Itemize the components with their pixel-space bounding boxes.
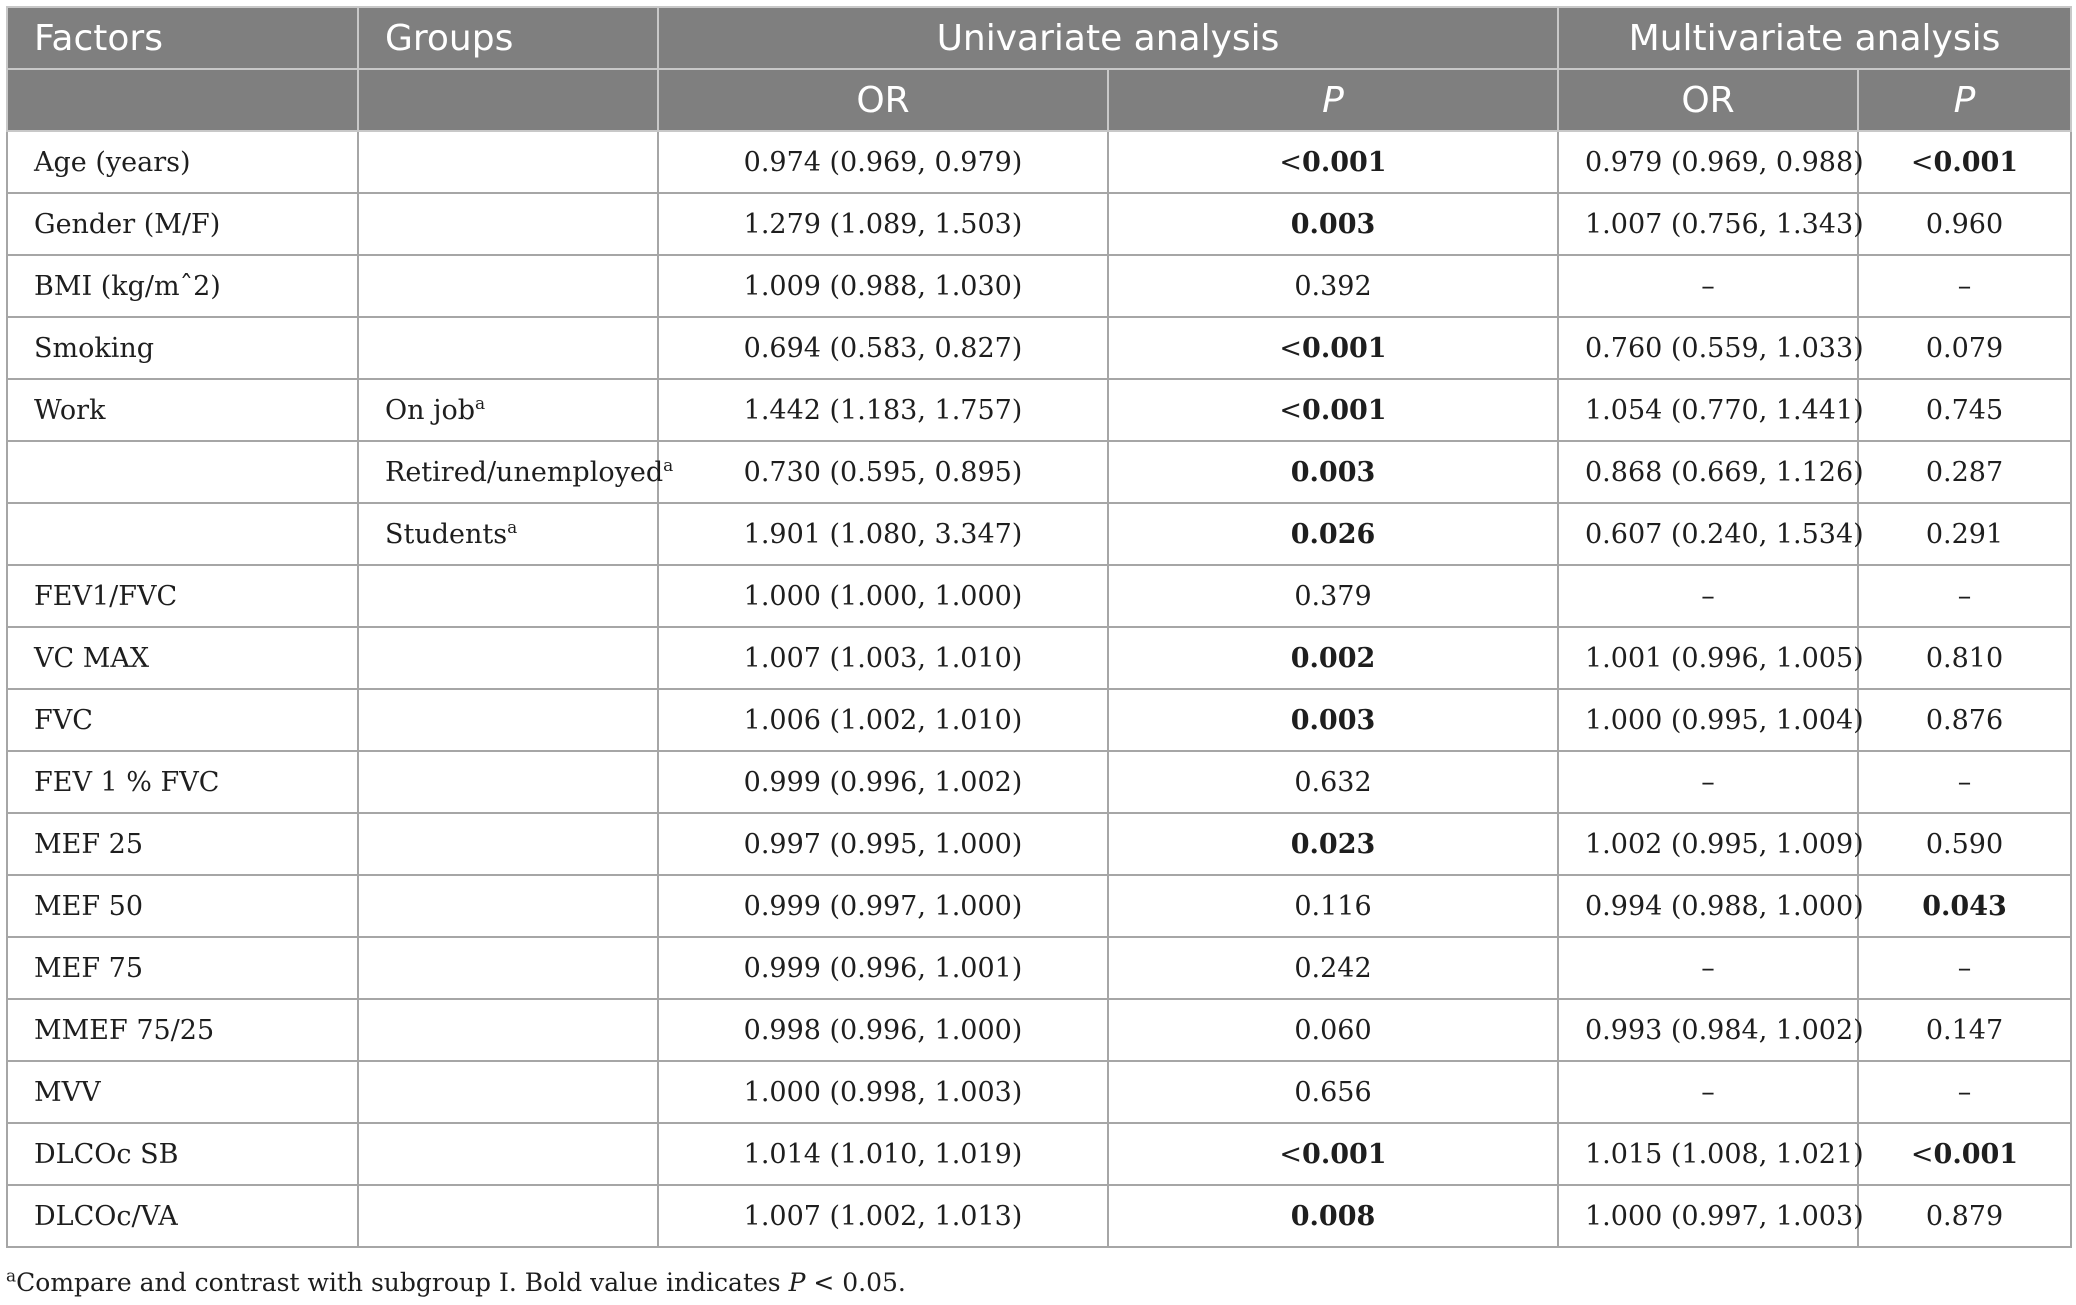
or-univariate-cell-value: 1.007 (1.002, 1.013)	[743, 1200, 1023, 1232]
p-univariate-cell-value: <0.001	[1279, 394, 1387, 426]
or-univariate-cell-value: 1.007 (1.003, 1.010)	[743, 642, 1023, 674]
p-univariate-cell	[1108, 1061, 1558, 1123]
table-row	[7, 751, 2071, 813]
or-univariate-cell-value: 1.442 (1.183, 1.757)	[743, 394, 1023, 426]
or-multivariate-cell	[1558, 813, 1864, 875]
table-row	[7, 317, 2071, 379]
p-multivariate-cell-value: 0.287	[1925, 456, 2004, 488]
factor-cell	[7, 317, 358, 379]
or-univariate-cell	[658, 565, 1108, 627]
p-multivariate-cell-value: 0.876	[1925, 704, 2004, 736]
group-cell	[358, 379, 658, 441]
or-multivariate-cell	[1558, 937, 1858, 999]
p-univariate-cell-value: 0.003	[1290, 208, 1376, 240]
or-univariate-cell	[658, 503, 1108, 565]
or-multivariate-cell-value: 1.000 (0.995, 1.004)	[1585, 704, 1864, 736]
p-multivariate-cell-value: 0.960	[1925, 208, 2004, 240]
or-multivariate-cell-value: 1.002 (0.995, 1.009)	[1585, 828, 1864, 860]
or-multivariate-cell-value: 1.000 (0.997, 1.003)	[1585, 1200, 1864, 1232]
table-row	[7, 1123, 2071, 1185]
footnote-p-symbol: P	[788, 1268, 806, 1297]
p-univariate-cell	[1108, 131, 1558, 193]
p-univariate-cell	[1108, 937, 1558, 999]
factor-cell	[7, 875, 358, 937]
factor-cell	[7, 193, 358, 255]
or-multivariate-cell	[1558, 1123, 1864, 1185]
or-univariate-cell	[658, 1185, 1108, 1247]
group-cell	[358, 999, 658, 1061]
factor-cell	[7, 379, 358, 441]
or-multivariate-cell	[1558, 1061, 1858, 1123]
footnote-text-after: < 0.05.	[805, 1268, 906, 1297]
factor-cell-value: Gender (M/F)	[34, 208, 221, 240]
group-cell	[358, 813, 658, 875]
or-univariate-cell-value: 0.730 (0.595, 0.895)	[743, 456, 1023, 488]
p-univariate-cell-value: 0.242	[1294, 952, 1372, 984]
p-multivariate-cell	[1858, 255, 2071, 317]
table-row	[7, 379, 2071, 441]
p-univariate-cell-value: 0.656	[1294, 1076, 1372, 1108]
p-multivariate-cell-value: –	[1957, 1076, 1972, 1108]
or-multivariate-cell-value: 0.979 (0.969, 0.988)	[1585, 146, 1864, 178]
factor-cell	[7, 751, 358, 813]
p-univariate-cell-value: 0.632	[1294, 766, 1372, 798]
group-cell-value: On job	[385, 394, 476, 426]
factor-cell-value: FEV 1 % FVC	[34, 766, 220, 798]
or-multivariate-cell	[1558, 503, 1864, 565]
factor-cell	[7, 503, 358, 565]
factor-cell	[7, 627, 358, 689]
or-multivariate-cell	[1558, 565, 1858, 627]
or-multivariate-cell	[1558, 627, 1864, 689]
or-multivariate-cell	[1558, 441, 1864, 503]
p-univariate-cell	[1108, 379, 1558, 441]
table-row	[7, 131, 2071, 193]
p-multivariate-cell	[1858, 875, 2071, 937]
or-univariate-cell-value: 1.014 (1.010, 1.019)	[743, 1138, 1023, 1170]
p-multivariate-cell-value: <0.001	[1910, 1138, 2019, 1170]
group-cell	[358, 751, 658, 813]
p-multivariate-cell-value: <0.001	[1910, 146, 2019, 178]
factor-cell-value: FEV1/FVC	[34, 580, 178, 612]
factor-cell	[7, 441, 358, 503]
or-multivariate-cell	[1558, 131, 1864, 193]
p-multivariate-cell-value: –	[1957, 270, 1972, 302]
header-multivariate: Multivariate analysis	[1558, 7, 2071, 69]
or-univariate-cell	[658, 875, 1108, 937]
group-cell	[358, 131, 658, 193]
or-univariate-cell	[658, 255, 1108, 317]
header-factors: Factors	[7, 7, 358, 69]
or-multivariate-cell-value: 0.868 (0.669, 1.126)	[1585, 456, 1864, 488]
group-cell	[358, 1123, 658, 1185]
group-cell	[358, 875, 658, 937]
p-univariate-cell-value: 0.003	[1290, 704, 1376, 736]
or-univariate-cell	[658, 193, 1108, 255]
p-multivariate-cell	[1858, 751, 2071, 813]
table-row	[7, 999, 2071, 1061]
header-univariate: Univariate analysis	[658, 7, 1558, 69]
p-univariate-cell-value: 0.116	[1294, 890, 1372, 922]
footnote-text-before: Compare and contrast with subgroup I. Bold value indicates	[16, 1268, 789, 1297]
or-univariate-cell	[658, 317, 1108, 379]
p-univariate-cell	[1108, 441, 1558, 503]
table-body	[7, 131, 2071, 1247]
or-univariate-cell	[658, 813, 1108, 875]
p-multivariate-cell	[1858, 689, 2071, 751]
factor-cell	[7, 1185, 358, 1247]
header-or-univariate: OR	[658, 69, 1108, 131]
or-multivariate-cell	[1558, 875, 1864, 937]
group-cell	[358, 1185, 658, 1247]
or-multivariate-cell-value: 0.760 (0.559, 1.033)	[1585, 332, 1864, 364]
table-row	[7, 813, 2071, 875]
or-multivariate-cell-value: 1.001 (0.996, 1.005)	[1585, 642, 1864, 674]
factor-cell	[7, 1123, 358, 1185]
factor-cell-value: BMI (kg/mˆ2)	[34, 270, 221, 302]
or-multivariate-cell-value: 0.994 (0.988, 1.000)	[1585, 890, 1864, 922]
factor-cell	[7, 937, 358, 999]
table-row	[7, 689, 2071, 751]
or-multivariate-cell	[1558, 193, 1864, 255]
table-row	[7, 565, 2071, 627]
or-univariate-cell-value: 1.000 (1.000, 1.000)	[743, 580, 1023, 612]
p-multivariate-cell	[1858, 999, 2071, 1061]
p-univariate-cell	[1108, 813, 1558, 875]
or-univariate-cell-value: 0.974 (0.969, 0.979)	[743, 146, 1023, 178]
factor-cell-value: MEF 25	[34, 828, 144, 860]
p-univariate-cell	[1108, 255, 1558, 317]
p-univariate-cell	[1108, 627, 1558, 689]
header-p-univariate: P	[1108, 69, 1558, 131]
group-cell-value: Retired/unemployed	[385, 456, 664, 488]
p-multivariate-cell-value: 0.590	[1925, 828, 2004, 860]
factor-cell	[7, 1061, 358, 1123]
factor-cell-value: MEF 50	[34, 890, 144, 922]
p-univariate-cell	[1108, 1185, 1558, 1247]
p-multivariate-cell	[1858, 379, 2071, 441]
or-multivariate-cell-value: –	[1701, 766, 1715, 798]
p-univariate-cell	[1108, 317, 1558, 379]
p-multivariate-cell-value: –	[1957, 580, 1972, 612]
or-multivariate-cell	[1558, 317, 1864, 379]
factor-cell-value: VC MAX	[34, 642, 150, 674]
or-univariate-cell-value: 1.000 (0.998, 1.003)	[743, 1076, 1023, 1108]
group-superscript: a	[507, 517, 518, 538]
or-multivariate-cell	[1558, 1185, 1864, 1247]
group-cell	[358, 193, 658, 255]
p-univariate-cell	[1108, 875, 1558, 937]
p-multivariate-cell-value: 0.810	[1925, 642, 2004, 674]
or-univariate-cell-value: 0.997 (0.995, 1.000)	[743, 828, 1023, 860]
group-cell	[358, 627, 658, 689]
p-univariate-cell-value: <0.001	[1279, 146, 1387, 178]
or-multivariate-cell-value: 0.993 (0.984, 1.002)	[1585, 1014, 1864, 1046]
p-univariate-cell-value: 0.392	[1294, 270, 1372, 302]
factor-cell-value: DLCOc SB	[34, 1138, 179, 1170]
table-container	[6, 6, 2070, 1248]
or-univariate-cell	[658, 999, 1108, 1061]
or-multivariate-cell-value: –	[1701, 952, 1715, 984]
p-univariate-cell-value: 0.003	[1290, 456, 1376, 488]
p-multivariate-cell	[1858, 627, 2071, 689]
footnote-marker: a	[6, 1266, 17, 1287]
table-row	[7, 627, 2071, 689]
or-univariate-cell-value: 0.999 (0.996, 1.001)	[743, 952, 1023, 984]
table-row	[7, 255, 2071, 317]
or-multivariate-cell-value: 1.054 (0.770, 1.441)	[1585, 394, 1864, 426]
p-univariate-cell-value: <0.001	[1279, 332, 1387, 364]
p-univariate-cell-value: 0.379	[1294, 580, 1372, 612]
p-univariate-cell-value: 0.002	[1290, 642, 1376, 674]
factor-cell-value: MMEF 75/25	[34, 1014, 215, 1046]
group-cell	[358, 937, 658, 999]
header-blank-factors	[7, 69, 358, 131]
p-multivariate-cell	[1858, 565, 2071, 627]
or-multivariate-cell	[1558, 999, 1864, 1061]
or-univariate-cell-value: 0.694 (0.583, 0.827)	[743, 332, 1023, 364]
p-univariate-cell	[1108, 1123, 1558, 1185]
p-multivariate-cell	[1858, 813, 2071, 875]
factor-cell	[7, 999, 358, 1061]
p-univariate-cell	[1108, 751, 1558, 813]
or-multivariate-cell-value: –	[1701, 580, 1715, 612]
or-univariate-cell-value: 0.998 (0.996, 1.000)	[743, 1014, 1023, 1046]
table-row	[7, 875, 2071, 937]
table-row	[7, 937, 2071, 999]
factor-cell	[7, 255, 358, 317]
or-univariate-cell	[658, 131, 1108, 193]
or-univariate-cell-value: 1.279 (1.089, 1.503)	[743, 208, 1023, 240]
p-multivariate-cell	[1858, 193, 2071, 255]
or-univariate-cell	[658, 379, 1108, 441]
factor-cell-value: Work	[34, 394, 106, 426]
group-cell	[358, 689, 658, 751]
factor-cell-value: MVV	[34, 1076, 101, 1108]
or-univariate-cell-value: 0.999 (0.997, 1.000)	[743, 890, 1023, 922]
factor-cell-value: FVC	[34, 704, 93, 736]
p-multivariate-cell	[1858, 441, 2071, 503]
or-multivariate-cell-value: 0.607 (0.240, 1.534)	[1585, 518, 1864, 550]
table-row	[7, 1061, 2071, 1123]
or-multivariate-cell-value: 1.007 (0.756, 1.343)	[1585, 208, 1864, 240]
table-row	[7, 1185, 2071, 1247]
header-or-multivariate: OR	[1558, 69, 1858, 131]
header-groups: Groups	[358, 7, 658, 69]
p-multivariate-cell	[1858, 1123, 2071, 1185]
or-univariate-cell-value: 1.006 (1.002, 1.010)	[743, 704, 1023, 736]
or-multivariate-cell	[1558, 379, 1864, 441]
table-row	[7, 441, 2071, 503]
group-superscript: a	[663, 455, 674, 476]
p-multivariate-cell-value: –	[1957, 952, 1972, 984]
factor-cell	[7, 565, 358, 627]
p-multivariate-cell-value: –	[1957, 766, 1972, 798]
p-univariate-cell-value: <0.001	[1279, 1138, 1387, 1170]
header-row-1	[7, 7, 2071, 69]
factor-cell-value: DLCOc/VA	[34, 1200, 178, 1232]
group-cell	[358, 503, 658, 565]
p-multivariate-cell-value: 0.879	[1925, 1200, 2004, 1232]
or-univariate-cell	[658, 751, 1108, 813]
table-footnote	[6, 1268, 906, 1297]
p-multivariate-cell-value: 0.079	[1925, 332, 2004, 364]
or-multivariate-cell	[1558, 689, 1864, 751]
or-univariate-cell-value: 1.901 (1.080, 3.347)	[743, 518, 1023, 550]
factor-cell	[7, 813, 358, 875]
p-multivariate-cell	[1858, 937, 2071, 999]
or-univariate-cell-value: 0.999 (0.996, 1.002)	[743, 766, 1023, 798]
p-univariate-cell	[1108, 689, 1558, 751]
or-univariate-cell	[658, 627, 1108, 689]
p-univariate-cell	[1108, 193, 1558, 255]
factor-cell	[7, 131, 358, 193]
factor-cell	[7, 689, 358, 751]
or-univariate-cell	[658, 689, 1108, 751]
p-multivariate-cell-value: 0.291	[1925, 518, 2004, 550]
results-table	[6, 6, 2072, 1248]
or-multivariate-cell-value: –	[1701, 1076, 1715, 1108]
factor-cell-value: MEF 75	[34, 952, 144, 984]
p-multivariate-cell	[1858, 317, 2071, 379]
table-header	[7, 7, 2071, 131]
header-row-2	[7, 69, 2071, 131]
or-univariate-cell-value: 1.009 (0.988, 1.030)	[743, 270, 1023, 302]
group-superscript: a	[475, 393, 486, 414]
or-multivariate-cell-value: –	[1701, 270, 1715, 302]
p-univariate-cell	[1108, 503, 1558, 565]
group-cell	[358, 255, 658, 317]
factor-cell-value: Smoking	[34, 332, 155, 364]
p-univariate-cell-value: 0.026	[1290, 518, 1376, 550]
group-cell	[358, 565, 658, 627]
p-multivariate-cell	[1858, 1061, 2071, 1123]
or-univariate-cell	[658, 1123, 1108, 1185]
p-multivariate-cell-value: 0.745	[1925, 394, 2004, 426]
group-cell	[358, 1061, 658, 1123]
p-multivariate-cell-value: 0.147	[1925, 1014, 2004, 1046]
p-univariate-cell-value: 0.008	[1290, 1200, 1376, 1232]
or-multivariate-cell-value: 1.015 (1.008, 1.021)	[1585, 1138, 1864, 1170]
group-cell	[358, 441, 674, 503]
or-multivariate-cell	[1558, 751, 1858, 813]
header-blank-groups	[358, 69, 658, 131]
or-univariate-cell	[658, 441, 1108, 503]
p-univariate-cell	[1108, 565, 1558, 627]
or-univariate-cell	[658, 937, 1108, 999]
factor-cell-value: Age (years)	[34, 146, 191, 178]
or-multivariate-cell	[1558, 255, 1858, 317]
group-cell	[358, 317, 658, 379]
p-multivariate-cell	[1858, 1185, 2071, 1247]
p-multivariate-cell-value: 0.043	[1922, 890, 2007, 922]
group-cell-value: Students	[385, 518, 508, 550]
or-univariate-cell	[658, 1061, 1108, 1123]
p-univariate-cell	[1108, 999, 1558, 1061]
header-p-multivariate: P	[1858, 69, 2071, 131]
table-row	[7, 503, 2071, 565]
table-row	[7, 193, 2071, 255]
p-univariate-cell-value: 0.060	[1294, 1014, 1372, 1046]
p-multivariate-cell	[1858, 503, 2071, 565]
p-multivariate-cell	[1858, 131, 2071, 193]
p-univariate-cell-value: 0.023	[1290, 828, 1376, 860]
